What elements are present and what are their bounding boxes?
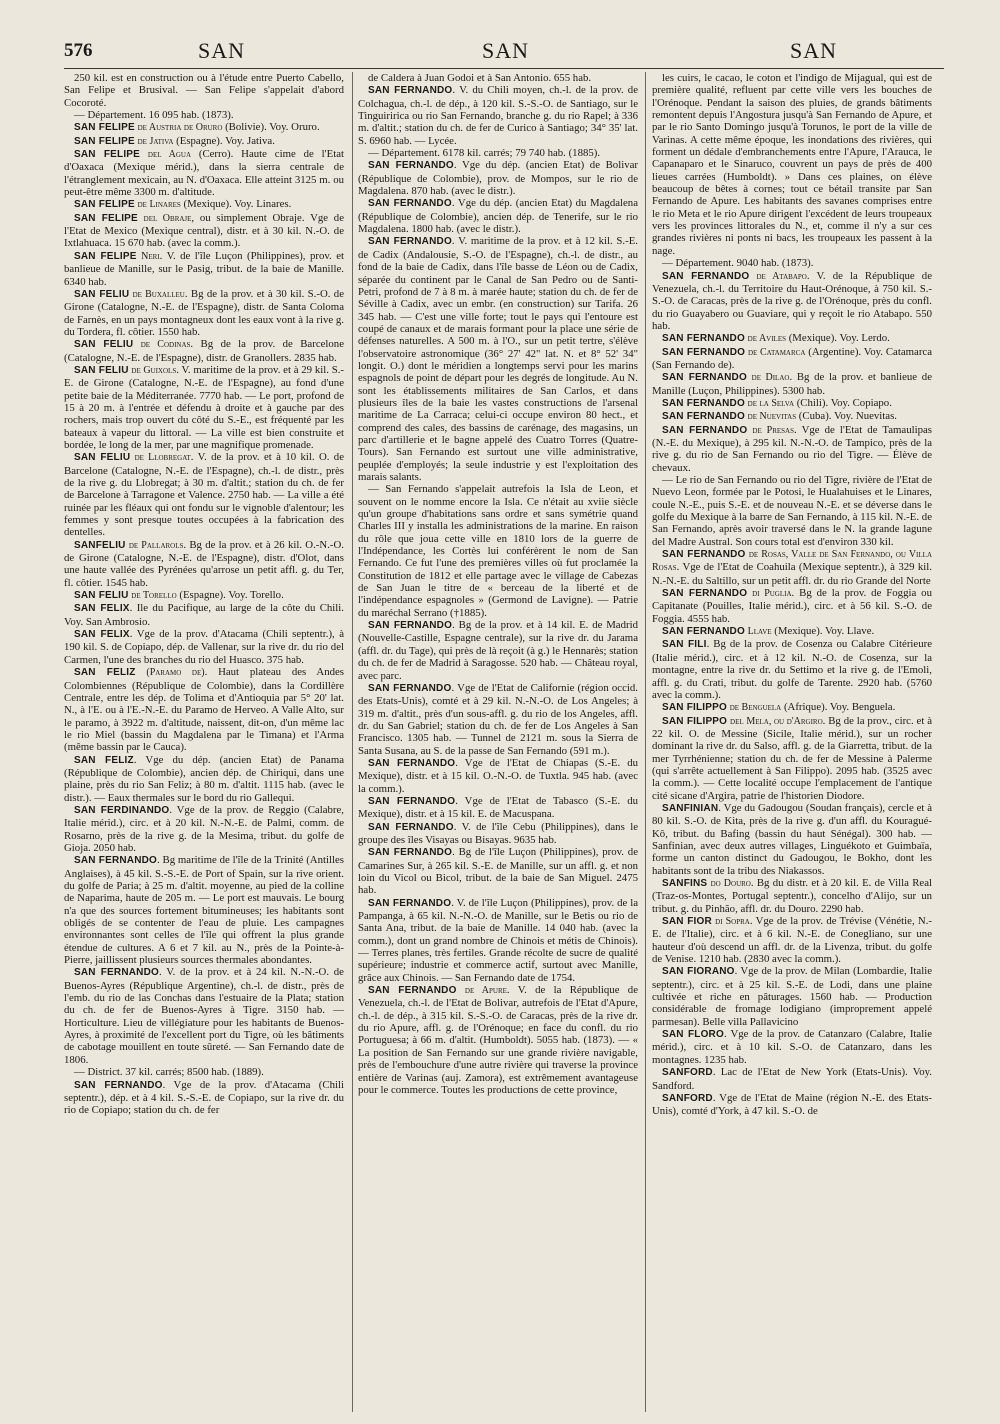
entry-qualifier: de Codinas bbox=[140, 339, 191, 351]
gazetteer-entry bbox=[64, 198, 344, 211]
gazetteer-entry bbox=[652, 877, 932, 915]
entry-text: . V. du Chili moyen, ch.-l. de la prov. de Colchagua, ch.-l. de dép., à 120 kil. S.-S.-O. de Santiago, sur le Tinguiririca ou rio San Fernando, branche g. du rio Rapel; à 336 m. d'altit.; station du ch. de fer de Curico à Santiago; 34° 35' lat. S. 6960 hab. — Lycée. bbox=[358, 84, 638, 147]
gazetteer-entry bbox=[652, 625, 932, 638]
entry-qualifier: de Catamarca bbox=[748, 346, 806, 358]
entry-headword: SAN FELIPE bbox=[74, 122, 135, 134]
running-head-left: SAN bbox=[198, 38, 246, 63]
text-column-2 bbox=[358, 72, 638, 1408]
entry-text: (Mexique). Voy. Linares. bbox=[180, 198, 292, 211]
entry-headword: SAN FIORANO bbox=[662, 966, 735, 978]
entry-text: . Vge de l'Etat de Maine (région N.-E. des Etats-Unis), comté d'York, à 47 kil. S.-O. de bbox=[652, 1091, 932, 1118]
gazetteer-entry bbox=[652, 397, 932, 410]
entry-text: (Bolivie). Voy. Oruro. bbox=[222, 121, 320, 134]
gazetteer-entry bbox=[64, 1066, 344, 1078]
entry-text: . Vge de la prov. d'Atacama (Chili septentr.), dép. et à 4 kil. S.-S.-E. de Copiapo, sur la rive dr. du rio de Copiapo; station du ch. de fer bbox=[64, 1078, 344, 1117]
gazetteer-entry bbox=[358, 159, 638, 197]
entry-text: , ou simplement Obraje. Vge de l'Etat de Mexico (Mexique central), distr. et à 30 kil. N.-O. de Ixtlahuaca. 15 670 hab. (avec la comm.). bbox=[64, 211, 344, 250]
page-number: 576 bbox=[64, 40, 93, 61]
entry-text: 250 kil. est en construction ou à l'étude entre Puerto Cabello, San Felipe et Brusival. — San Felipe s'appelait d'abord Cocoroté. bbox=[64, 72, 344, 109]
entry-text: . Lac de l'Etat de New York (Etats-Unis). Voy. Sandford. bbox=[652, 1066, 932, 1092]
entry-qualifier: de Linares bbox=[137, 199, 181, 211]
entry-qualifier: de la Selva bbox=[747, 397, 795, 409]
gazetteer-entry bbox=[358, 757, 638, 795]
entry-headword: SAN FERNANDO bbox=[662, 333, 745, 345]
entry-headword: SAN FERNANDO bbox=[368, 620, 453, 632]
entry-text: . Bg de la prov. de Cosenza ou Calabre Citérieure (Italie mérid.), circ. et à 12 kil. N.-O. de Cosenza, sur la montagne, entre la rive dr. du Settimo et la rive g. de l'Emoli, affl. g. du Crati, tribut. du golfe de Tarente. 2920 hab. (5760 avec la comm.). bbox=[652, 638, 932, 701]
gazetteer-entry bbox=[652, 715, 932, 802]
entry-text: . Bg de la prov. et à 14 kil. E. de Madrid (Nouvelle-Castille, Espagne centrale), sur la rive dr. du Jarama (affl. dr. du Tage), qui près de là reçoit (à g.) le Hennarès; station du ch. de fer de Madrid à Saragosse. 520 hab. — Château royal, avec parc. bbox=[358, 619, 638, 682]
entry-qualifier: de Austria de Oruro bbox=[137, 122, 223, 134]
entry-text: . Vge du Gadougou (Soudan français), cercle et à 80 kil. S.-O. de Kita, près de la rive g. d'un affl. du Kouragué-Kô, tribut. du Bafing (bassin du haut Sénégal). 300 hab. — Sanfinian, avec deux autres villages, Linguékoto et Guimbaïa, forme un canton distinct du Gadougou, le Bokho, dont les habitants sont de la tribu des Niakassos. bbox=[652, 801, 932, 877]
entry-headword: SAN FELIZ bbox=[74, 754, 134, 766]
entry-headword: SANFINS bbox=[662, 878, 708, 889]
entry-headword: SAN FERNANDO bbox=[368, 757, 456, 769]
entry-headword: SAN FERNANDO bbox=[74, 1079, 163, 1091]
entry-text: . Vge de l'Etat de Coahuila (Mexique septentr.), à 329 kil. N.-N.-E. du Saltillo, sur un petit affl. dr. du rio Grande del Norte bbox=[652, 561, 932, 587]
entry-text: . Bg de la prov. et banlieue de Manille (Luçon, Philippines). 5300 hab. bbox=[652, 371, 932, 397]
entry-text: . Vge de la prov. de Trévise (Vénétie, N.-E. de l'Italie), circ. et à 6 kil. N.-E. de Conegliano, sur une hauteur d'où descend un affl. dr. de la Livenza, tribut. du golfe de Venise. 1210 hab. (2830 avec la comm.). bbox=[652, 915, 932, 966]
entry-text: (Chili). Voy. Copiapo. bbox=[794, 396, 892, 409]
entry-text: . Haut plateau des Andes Colombiennes (République de Colombie), dans la Cordillère Centrale, entre les dép. de Tolima et d'Antioquia par 5° 20' lat. N., à l'E. ou à l'E.-N.-E. du Paramo de Herveo. A Valle Alto, sur le paramo, à 3922 m. d'altitude, naissent, dit-on, d'un même lac le rio Miel (bassin du Magdalena par le Timana) et l'Arma (même bassin par le Cauca). bbox=[64, 666, 344, 754]
gazetteer-entry bbox=[64, 854, 344, 966]
entry-headword: SAN FILIPPO bbox=[662, 715, 728, 727]
column-divider bbox=[645, 72, 646, 1412]
gazetteer-entry bbox=[358, 147, 638, 159]
entry-headword: SAN FELIPE bbox=[74, 212, 138, 224]
gazetteer-entry bbox=[652, 1066, 932, 1092]
entry-qualifier: de Dilao bbox=[751, 372, 790, 384]
entry-headword: SAN FELIPE bbox=[74, 149, 141, 161]
entry-text: . V. de la prov. et à 10 kil. O. de Barcelone (Catalogne, N.-E. de l'Espagne), ch.-l. de distr., près de la rive g. du Llobregat; à 30 m. d'altit.; station du ch. de fer de Barcelone à Tarragone et Valence. 2750 hab. — La ville a été ruinée par les fléaux qui ont fondu sur le vignoble d'alentour; les femmes y sont presque toutes occupées à la fabrication des dentelles. bbox=[64, 451, 344, 539]
gazetteer-entry bbox=[64, 135, 344, 148]
gazetteer-entry bbox=[358, 84, 638, 147]
entry-headword: SAN FERNANDO bbox=[368, 897, 452, 909]
entry-headword: SAN FELIX bbox=[74, 603, 130, 615]
gazetteer-entry bbox=[64, 589, 344, 602]
entry-headword: SAN FERNANDO bbox=[662, 411, 745, 423]
entry-headword: SAN FELIU bbox=[74, 590, 129, 602]
gazetteer-entry bbox=[652, 346, 932, 372]
entry-text: . V. de l'île Cebu (Philippines), dans le groupe des îles Visayas ou Bisayas. 9635 hab. bbox=[358, 820, 638, 846]
gazetteer-entry bbox=[358, 72, 638, 84]
gazetteer-entry bbox=[64, 109, 344, 121]
gazetteer-entry bbox=[64, 602, 344, 628]
entry-text: — District. 37 kil. carrés; 8500 hab. (1889). bbox=[74, 1066, 264, 1079]
gazetteer-entry bbox=[358, 619, 638, 682]
entry-text: . V. de la République de Venezuela, ch.-l. du Territoire du Haut-Orénoque, à 750 kil. S.-S.-O. de Caracas, près de la rive g. de l'Orénoque, près du confl. du rio Guayabero ou Guaviare, qui y reçoit le rio Atabapo. 550 hab. bbox=[652, 269, 932, 332]
page-header bbox=[0, 0, 1000, 72]
entry-qualifier: do Douro bbox=[710, 878, 751, 889]
entry-headword: SAN FERNANDO bbox=[74, 855, 158, 867]
entry-text: . Bg de la prov. de Foggia ou Capitanate (Pouilles, Italie mérid.), circ. et à 56 kil. S.-O. de Foggia. 4555 hab. bbox=[652, 587, 932, 625]
entry-qualifier: Neri bbox=[141, 250, 160, 262]
gazetteer-entry bbox=[652, 371, 932, 397]
entry-headword: SAN FELIX bbox=[74, 629, 130, 641]
entry-text: . Vge de la prov. de Reggio (Calabre, Italie mérid.), circ. et à 20 kil. N.-N.-E. de Palmi, comm. de Rosarno, près de la rive g. de la Mesima, tribut. du golfe de Gioja. 2050 hab. bbox=[64, 803, 344, 854]
gazetteer-entry bbox=[358, 897, 638, 984]
entry-qualifier: de Benguela bbox=[729, 702, 782, 714]
entry-headword: SAN FERNANDO bbox=[368, 682, 452, 694]
entry-text: . Vge de la prov. de Milan (Lombardie, Italie septentr.), circ. et à 25 kil. S.-E. de Lodi, dans une plaine cultivée et riche en pâturages. 1560 hab. — Production considérable de fromage lodigiano (improprement appelé parmesan). Belle villa Pallavicino bbox=[652, 965, 932, 1028]
entry-qualifier: de Apure bbox=[464, 985, 507, 997]
gazetteer-entry bbox=[64, 338, 344, 364]
entry-headword: SAN FERNANDO bbox=[662, 549, 746, 561]
gazetteer-entry bbox=[64, 754, 344, 804]
gazetteer-entry bbox=[64, 804, 344, 854]
entry-text: . Bg de la prov. et à 30 kil. S.-O. de Girone (Catalogne, N.-E. de l'Espagne), distr. de Santa Coloma de Farnès, en un pays montagneux dont les eaux vont à la rive g. du Tordera, fl. côtier. 1550 hab. bbox=[64, 287, 344, 338]
gazetteer-entry bbox=[64, 451, 344, 538]
gazetteer-entry bbox=[652, 965, 932, 1028]
gazetteer-entry bbox=[358, 795, 638, 821]
gazetteer-entry bbox=[64, 148, 344, 198]
entry-qualifier: de Buxalleu bbox=[132, 288, 185, 300]
gazetteer-entry bbox=[652, 72, 932, 257]
entry-text: . V. maritime de la prov. et à 12 kil. S.-E. de Cadix (Andalousie, S.-O. de l'Espagne), ch.-l. de distr., au fond de la baie de Cadix, dans l'île basse de Léon ou de Cadix, séparée du continent par le Canal de San Pedro ou de Santi-Petri, profond de 7 à 8 m. à marée haute; station du ch. de fer de Séville à Cadix, avec un embr. (en construction) sur Tarifa. 26 345 hab. — C'est une ville forte; tout le pays qui l'entoure est coupé de canaux et de marais formant pour la place une série de défenses naturelles. A 500 m. à l'O., sur un petit tertre, s'élève l'observatoire astronomique (36° 27' 42" lat. N. et 8° 52' 34" longit. O.) dont le méridien a longtemps servi pour les marins espagnols de point de départ pour les degrés de longitude. Au N. sont les établissements militaires de San Carlos, et dans plusieurs îles de la baie les vastes constructions de l'arsenal maritime de La Carraca; celui-ci occupe environ 80 hect., et comprend des cales, des bassins de carénage, des magasins, un parc d'artillerie et le bagne appelé des Cuatro Torres (Quatre-Tours). San Fernando est surtout une ville administrative, peuplée d'employés; la seule industrie y est l'exploitation des marais salants. bbox=[358, 235, 638, 483]
entry-headword: SANFINIAN bbox=[662, 802, 719, 814]
gazetteer-entry bbox=[358, 682, 638, 757]
gazetteer-entry bbox=[358, 197, 638, 235]
entry-headword: SAN FIOR bbox=[662, 916, 712, 928]
entry-qualifier: de Guixols bbox=[131, 364, 177, 376]
entry-headword: SAN FELIZ bbox=[74, 667, 136, 679]
gazetteer-entry bbox=[64, 72, 344, 109]
entry-text: . Bg de la prov., circ. et à 22 kil. O. de Messine (Sicile, Italie mérid.), sur un rocher dominant la rive dr. du Salso, affl. g. de la Giarretta, tribut. de la mer Tyrrhénienne; station du ch. de fer de Messine à Palerme (qui s'arrête actuellement à San Filippo). 2095 hab. (3525 avec la comm.). — Cette localité occupe l'emplacement de l'antique cité sicane d'Argira, patrie de l'historien Diodore. bbox=[652, 714, 932, 802]
entry-qualifier: di Sopra bbox=[715, 916, 750, 928]
gazetteer-entry bbox=[652, 802, 932, 877]
gazetteer-entry bbox=[652, 474, 932, 548]
entry-headword: SANFORD bbox=[662, 1067, 713, 1079]
entry-headword: SAN FELIU bbox=[74, 452, 131, 464]
entry-headword: SAN FERDINANDO bbox=[74, 804, 170, 816]
entry-headword: SAN FELIPE bbox=[74, 250, 137, 262]
gazetteer-entry bbox=[652, 332, 932, 345]
entry-text: . Vge de l'Etat de Tabasco (S.-E. du Mexique), distr. et à 15 kil. E. de Macuspana. bbox=[358, 794, 638, 821]
gazetteer-entry bbox=[64, 288, 344, 338]
entry-headword: SAN FERNANDO bbox=[662, 372, 747, 384]
gazetteer-entry bbox=[64, 666, 344, 753]
entry-headword: SANFELIU bbox=[74, 539, 126, 551]
gazetteer-entry bbox=[652, 1092, 932, 1118]
entry-headword: SAN FERNANDO bbox=[662, 424, 748, 436]
entry-text: (Cuba). Voy. Nuevitas. bbox=[796, 410, 897, 423]
entry-qualifier: Llave bbox=[747, 626, 772, 638]
text-column-3 bbox=[652, 72, 932, 1408]
entry-text: . Vge du dép. (ancien Etat) de Bolivar (République de Colombie), prov. de Mompos, sur le rio de Magdalena. 870 hab. (avec le distr.). bbox=[358, 159, 638, 198]
entry-text: . Ile du Pacifique, au large de la côte du Chili. Voy. San Ambrosio. bbox=[64, 602, 344, 628]
gazetteer-entry bbox=[64, 628, 344, 666]
entry-headword: SAN FILI bbox=[662, 639, 707, 651]
gazetteer-entry bbox=[64, 121, 344, 134]
gazetteer-entry bbox=[652, 701, 932, 714]
entry-text: . V. de la prov. et à 24 kil. N.-N.-O. de Buenos-Ayres (République Argentine), ch.-l. de distr., près de l'emb. du rio de las Conchas dans l'estuaire de la Plata; station du ch. de fer de Buenos-Ayres à Tigre. 3150 hab. — Horticulture. Lieu de villégiature pour les habitants de Buenos-Ayres, à proximité de l'excellent port du Tigre, où les bâtiments de cabotage mouillent en toute sûreté. — San Fernando date de 1806. bbox=[64, 966, 344, 1066]
entry-text: . V. de la République de Venezuela, ch.-l. de l'Etat de Bolivar, autrefois de l'Etat d'Apure, ch.-l. de dép., à 315 kil. S.-S.-O. de Caracas, près de la rive dr. du rio Apure, affl. g. de l'Orénoque; en face du confl. du rio Portuguesa; à 66 m. d'altit. (Humboldt). 5055 hab. (1873). — « La position de San Fernando sur une grande rivière navigable, près de l'embouchure d'une autre rivière qui traverse la province entière de Varinas (auj. Zamora), est extrêmement avantageuse pour le commerce. Toutes les productions de cette province, bbox=[358, 984, 638, 1096]
entry-qualifier: de Torello bbox=[131, 590, 177, 602]
entry-qualifier: de Rosas, Valle de San Fernando, ou Villa Rosas bbox=[652, 549, 932, 574]
entry-headword: SAN FERNANDO bbox=[662, 397, 745, 409]
gazetteer-entry bbox=[358, 846, 638, 896]
entry-headword: SAN FELIPE bbox=[74, 135, 135, 147]
gazetteer-entry bbox=[64, 966, 344, 1066]
entry-text: . Vge de l'Etat de Californie (région occid. des Etats-Unis), comté et à 29 kil. N.-N.-O. de Los Angeles; à 319 m. d'altit., près d'un sous-affl. g. du rio de los Angeles, affl. dr. du San Gabriel; station du ch. de fer de Los Angeles à San Francisco. 1305 hab. — Tunnel de 2121 m. sous la Sierra de Santa Susana, au S. de la passe de San Fernando (591 m.). bbox=[358, 681, 638, 757]
entry-qualifier: de Pallarols bbox=[128, 539, 184, 551]
entry-qualifier: de Aviles bbox=[747, 333, 787, 345]
entry-headword: SAN FELIU bbox=[74, 288, 130, 300]
entry-qualifier: de Presas bbox=[752, 424, 794, 436]
entry-text: . Bg de l'île Luçon (Philippines), prov. de Camarines Sur, à 265 kil. S.-E. de Manille, sur un affl. g. et non loin du Vicol ou Bicol, tribut. de la baie de San Miguel. 2475 hab. bbox=[358, 846, 638, 897]
gazetteer-entry bbox=[64, 250, 344, 288]
gazetteer-entry bbox=[652, 915, 932, 965]
gazetteer-entry bbox=[64, 1079, 344, 1117]
entry-text: (Espagne). Voy. Jativa. bbox=[173, 134, 275, 147]
entry-headword: SAN FLORO bbox=[662, 1029, 724, 1041]
running-head-center: SAN bbox=[482, 38, 530, 63]
entry-headword: SAN FERNANDO bbox=[662, 626, 745, 638]
entry-qualifier: de Atabapo bbox=[756, 270, 807, 282]
entry-text: . Bg de la prov. de Barcelone (Catalogne, N.-E. de l'Espagne), distr. de Granollers. 2835 hab. bbox=[64, 338, 344, 364]
entry-text: — San Fernando s'appelait autrefois la Isla de Leon, et souvent on le nomme encore la Isla. Ce n'était au xviie siècle qu'un groupe d'habitations sans ordre et sans symétrie quand Charles III y installa les administrations de la marine. En raison du rôle que joua cette ville en 1810 lors de la guerre de l'Indépendance, les Cortès lui conférèrent le nom de San Fernando. Ce fut l'une des premières villes où fut proclamée la Constitution de 1812 et elle partage avec le village de Cabezas de San Juan le titre de « berceau de la liberté et de l'indépendance espagnoles » (Germond de Lavigne). — Patrie du maréchal Serrano (†1885). bbox=[358, 483, 638, 619]
entry-qualifier: de Nuevitas bbox=[747, 411, 797, 423]
gazetteer-entry bbox=[652, 548, 932, 587]
entry-qualifier: del Mela, ou d'Argiro bbox=[730, 715, 823, 727]
entry-text: . Vge de la prov. d'Atacama (Chili septentr.), à 190 kil. S. de Copiapo, dép. de Vallenar, sur la rive dr. du rio del Carmen, l'une des branches du rio del Huasco. 375 hab. bbox=[64, 628, 344, 666]
gazetteer-entry bbox=[358, 821, 638, 847]
entry-headword: SANFORD bbox=[662, 1092, 713, 1104]
entry-headword: SAN FELIU bbox=[74, 339, 134, 351]
entry-text: . Vge de la prov. de Catanzaro (Calabre, Italie mérid.), circ. et à 10 kil. S.-O. de Catanzaro, dans les montagnes. 1235 hab. bbox=[652, 1028, 932, 1066]
gazetteer-entry bbox=[652, 257, 932, 269]
entry-text: . V. de l'île Luçon (Philippines), prov. et banlieue de Manille, sur le Pasig, tribut. de la baie de Manille. 6340 hab. bbox=[64, 249, 344, 288]
entry-headword: SAN FERNANDO bbox=[662, 588, 748, 600]
entry-headword: SAN FERNANDO bbox=[368, 85, 453, 97]
entry-text: . Vge du dép. (ancien Etat) de Panama (République de Colombie), ancien dép. de Chiriqui, dans une plaine, près du rio San Feliz; à 80 m. d'altit. 1115 hab. (avec le distr.). — Eaux thermales sur le bord du rio Gallequi. bbox=[64, 753, 344, 804]
entry-headword: SAN FERNANDO bbox=[368, 847, 453, 859]
entry-headword: SAN FILIPPO bbox=[662, 702, 727, 714]
entry-text: (Cerro). Haute cime de l'Etat d'Oaxaca (Mexique mérid.), dans la sierra centrale de l'étranglement mexicain, au N. d'Oaxaca. Elle atteint 3125 m. ou peut-être même 3300 m. d'altitude. bbox=[64, 148, 344, 199]
gazetteer-entry bbox=[652, 587, 932, 625]
gazetteer-entry bbox=[358, 984, 638, 1096]
gazetteer-entry bbox=[358, 235, 638, 483]
entry-headword: SAN FERNANDO bbox=[368, 236, 452, 248]
entry-text: . Vge de l'Etat de Chiapas (S.-E. du Mexique), distr. et à 15 kil. O.-N.-O. de Tuxtla. 945 hab. (avec la comm.). bbox=[358, 756, 638, 795]
entry-text: (Espagne). Voy. Torello. bbox=[176, 589, 284, 602]
entry-text: . Bg du distr. et à 20 kil. E. de Villa Real (Traz-os-Montes, Portugal septentr.), concelho d'Alijo, sur un tribut. g. du Pinhão, affl. dr. du Douro. 2290 hab. bbox=[652, 877, 932, 915]
entry-text: . Vge de l'Etat de Tamaulipas (N.-E. du Mexique), à 295 kil. N.-N.-O. de Tampico, près de la rive g. du rio de San Fernando ou rio del Tigre. — Élève de chevaux. bbox=[652, 423, 932, 474]
entry-text: . Bg de la prov. et à 26 kil. O.-N.-O. de Girone (Catalogne, N.-E. de l'Espagne), distr. d'Olot, dans une haute vallée des Pyrénées qu'arrose un petit affl. g. du Ter, fl. côtier. 1545 hab. bbox=[64, 538, 344, 589]
running-head-right: SAN bbox=[790, 38, 838, 63]
entry-text: de Caldera à Juan Godoi et à San Antonio. 655 hab. bbox=[368, 72, 592, 84]
entry-text: . V. maritime de la prov. et à 29 kil. S.-E. de Girone (Catalogne, N.-E. de l'Espagne), au fond d'une petite baie de la Méditerranée. 7770 hab. — Le port, profond de 15 à 20 m. à l'entrée et défendu à droite et à gauche par des rochers, mais trop ouvert du côté du S.-E., est fréquenté par les bateaux à vapeur du littoral. — La ville est bien construite et bordée, le long de la mer, par une magnifique promenade. bbox=[64, 363, 344, 451]
entry-text: — Département. 16 095 hab. (1873). bbox=[74, 109, 234, 122]
entry-qualifier: del Agua bbox=[147, 149, 191, 161]
header-rule bbox=[64, 68, 944, 69]
entry-headword: SAN FELIU bbox=[74, 364, 129, 376]
entry-text: — Département. 6178 kil. carrés; 79 740 hab. (1885). bbox=[368, 147, 601, 160]
gazetteer-entry bbox=[652, 410, 932, 423]
entry-headword: SAN FERNANDO bbox=[368, 821, 454, 833]
entry-headword: SAN FELIPE bbox=[74, 199, 135, 211]
text-column-1 bbox=[64, 72, 344, 1408]
gazetteer-entry bbox=[652, 270, 932, 333]
entry-text: (Argentine). Voy. Catamarca (San Fernando de). bbox=[652, 345, 932, 371]
entry-headword: SAN FERNANDO bbox=[662, 270, 750, 282]
gazetteer-entry bbox=[64, 364, 344, 451]
gazetteer-entry bbox=[64, 212, 344, 250]
gazetteer-entry bbox=[64, 539, 344, 589]
gazetteer-entry bbox=[652, 424, 932, 474]
entry-headword: SAN FERNANDO bbox=[74, 967, 159, 979]
entry-qualifier: (Paramo de) bbox=[146, 667, 205, 679]
entry-text: (Mexique). Voy. Lerdo. bbox=[786, 332, 890, 345]
entry-text: (Afrique). Voy. Benguela. bbox=[781, 701, 896, 714]
entry-headword: SAN FERNANDO bbox=[368, 198, 452, 210]
entry-headword: SAN FERNANDO bbox=[368, 795, 456, 807]
entry-headword: SAN FERNANDO bbox=[662, 346, 746, 358]
column-divider bbox=[352, 72, 353, 1412]
entry-headword: SAN FERNANDO bbox=[368, 160, 454, 172]
entry-headword: SAN FERNANDO bbox=[368, 985, 457, 997]
entry-qualifier: de Llobregat bbox=[134, 452, 191, 464]
entry-text: . V. de l'île Luçon (Philippines), prov. de la Pampanga, à 65 kil. N.-N.-O. de Manille, sur le Betis ou rio de Santa Ana, tribut. de la baie de Manille. 14 040 hab. (avec la comm.), dont un grand nombre de Chinois et métis de Chinois). — Terres planes, très fertiles. Grande récolte de sucre de qualité supérieure; industrie et commerce actif, surtout avec Manille, grâce aux Chinois. — San Fernando date de 1754. bbox=[358, 896, 638, 984]
entry-text: — Le rio de San Fernando ou rio del Tigre, rivière de l'Etat de Nuevo Leon, formée par le Potosi, le Hualahuises et le Linares, coule N.-E., puis S.-E. et de nouveau N.-E. et se déverse dans le golfe du Mexique à la barre de San Fernando, à 115 kil. N.-E. de San Fernando, après avoir traversé dans le N. la grande lagune del Madre Austral. Son cours total est d'environ 330 kil. bbox=[652, 474, 932, 548]
entry-text: (Mexique). Voy. Llave. bbox=[771, 625, 875, 638]
entry-qualifier: di Puglia bbox=[752, 588, 792, 600]
entry-text: . Vge du dép. (ancien Etat) du Magdalena (République de Colombie), ancien dép. de Tenerife, sur le rio Magdalena. 1800 hab. (avec le distr.). bbox=[358, 197, 638, 236]
entry-text: — Département. 9040 hab. (1873). bbox=[662, 257, 814, 270]
gazetteer-entry bbox=[358, 483, 638, 619]
gazetteer-entry bbox=[652, 1028, 932, 1066]
entry-text: . Bg maritime de l'île de la Trinité (Antilles Anglaises), à 45 kil. S.-S.-E. de Port of Spain, sur la rive orient. du golfe de Paria; à 25 m. d'altit. moyenne, au pied de la colline de Naparima, haute de 205 m. — Le port est mauvais. Le bourg n'a que des sources fortement bitumineuses; les habitants sont obligés de se contenter de l'eau de pluie. Les campagnes environnantes sont celles de l'île qui offrent la plus grande étendue de cultures. A 6 et 7 kil. au N., près de la Pointe-à-Pierre, jaillissent plusieurs sources thermales abondantes. bbox=[64, 854, 344, 967]
entry-qualifier: del Obraje bbox=[143, 212, 192, 224]
gazetteer-entry bbox=[652, 638, 932, 701]
entry-text: les cuirs, le cacao, le coton et l'indigo de Mijagual, qui est de première qualité, refluent par cette ville vers les bouches de l'Orénoque. Pendant la saison des pluies, de grands bâtiments remontent depuis l'Angostura jusqu'à San Fernando de Apure, et par le rio Santo Domingo jusqu'à Torunos, le port de la ville de Varinas. A cette même époque, les inondations des rivières, qui forment un dédale d'embranchements entre l'Apure, l'Arauca, le Capanaparo et le Sinaruco, couvrent un pays de près de 400 lieues carrées (Humboldt). » Dans ces plaines, on élève beaucoup de bêtes à cornes; tout ce bétail transite par San Fernando de Apure. Les habitants des savanes comprises entre le rio Meta et le rio Apure dirigent l'excédent de leurs troupeaux vers les provinces littorales du N., et, comme il n'y a sur ces grandes rivières ni ponts ni bacs, les troupeaux les passent à la nage. bbox=[652, 72, 932, 257]
entry-qualifier: de Jativa bbox=[137, 135, 174, 147]
